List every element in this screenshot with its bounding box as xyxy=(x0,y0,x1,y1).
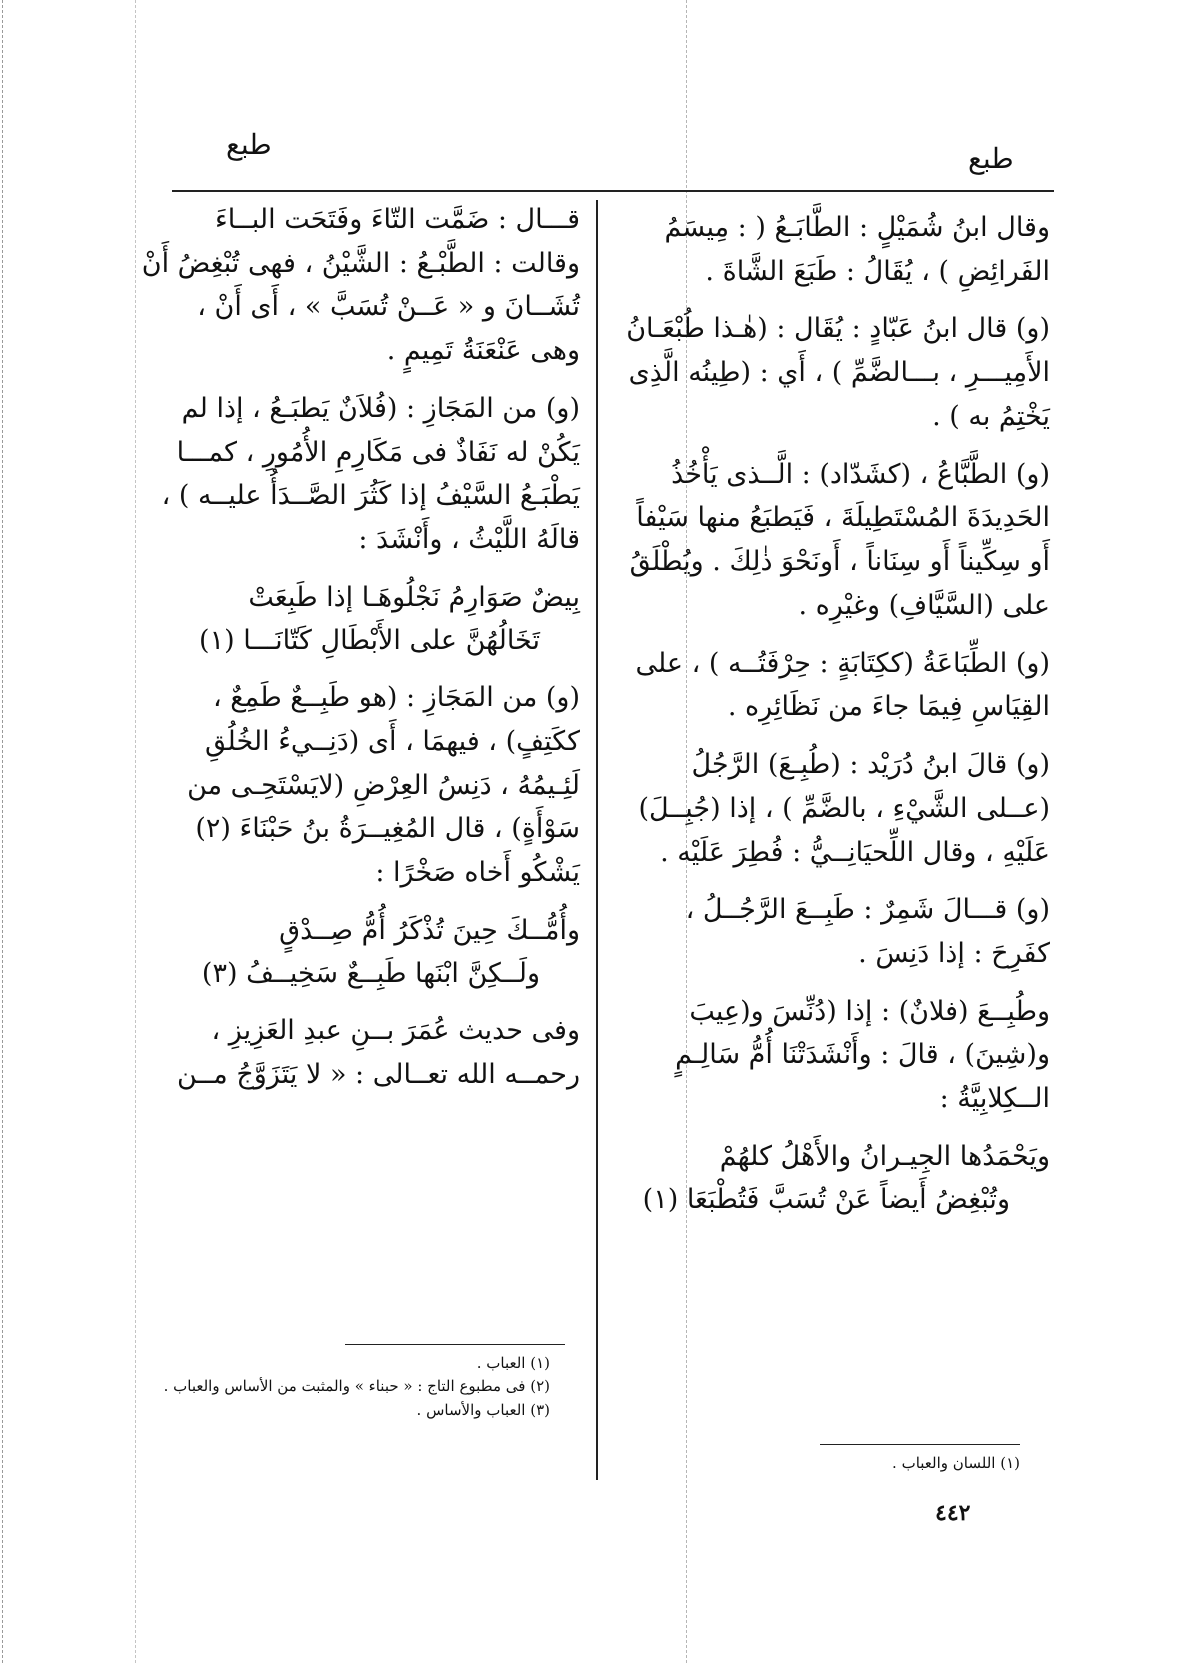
right-paragraph-3: (و) الطَّبَّاعُ ، (كشَدّاد) : الَّــذى يَأْخُذُ الحَدِيدَةَ المُسْتَطِيلَةَ ، فَيَطبَعُ منها سَيْفاً أَو سِكِّيناً أَو سِنَاناً ، أَونَحْوَ ذٰلِكَ . ويُطْلَقُ على (السَّيَّافِ) وغيْرِه . xyxy=(629,458,1050,621)
left-paragraph-2: (و) من المَجَازِ : (فُلاَنٌ يَطبَـعُ ، إذا لم يَكُنْ له نَفَاذٌ فى مَكَارِمِ الأُمُورِ ، كمـــا يَطْبَـعُ السَّيْفُ إذا كَثُرَ الصَّــدَأُ عليــه ) ، قالَهُ اللَّيْثُ ، وأَنْشَدَ : xyxy=(161,392,580,556)
right-footnote-1: (١) اللسان والعباب . xyxy=(892,1454,1020,1472)
right-verse xyxy=(622,1135,1050,1221)
left-footnotes xyxy=(130,1352,550,1422)
right-verse-line-2: وتُبْغِضُ أَيضاً عَنْ تُسَبَّ فَتُطْبَعَا (١) xyxy=(642,1184,1010,1216)
right-column xyxy=(622,206,1050,1235)
right-verse-line-1: ويَحْمَدُها الجِيـرانُ والأَهْلُ كلهُمْ xyxy=(719,1140,1050,1172)
left-footnote-rule xyxy=(345,1344,565,1345)
right-footnotes xyxy=(800,1452,1020,1475)
left-verse-2 xyxy=(140,909,580,995)
left-footnote-2: (٢) فى مطبوع التاج : « حبناء » والمثبت من الأساس والعباب . xyxy=(163,1377,550,1396)
left-paragraph-1: قـــال : ضَمَّت التّاءَ وفَتَحَت البــاءَ وقالت : الطَّبْـعُ : الشَّيْنُ ، فهى تُبْغِضُ أَنْ تُشَــانَ و « عَــنْ تُسَبَّ » ، أَى أَنْ ، وهى عَنْعَنَةُ تَمِيمٍ . xyxy=(141,204,580,367)
right-paragraph-1: وقال ابنُ شُمَيْلٍ : الطَّابَـعُ ( : مِيسَمُ الفَرائِضِ ) ، يُقَالُ : طَبَعَ الشَّاةَ . xyxy=(664,212,1050,287)
left-verse-2-line-2: ولَــكِنَّ ابْنَها طَبِــعٌ سَخِيــفُ (٣) xyxy=(201,958,540,990)
left-paragraph-4: وفى حديث عُمَرَ بــنِ عبدِ العَزِيزِ ، رحمــه الله تعــالى : « لا يَتَزَوَّجُ مــن xyxy=(176,1015,580,1091)
right-footnote-rule xyxy=(820,1444,1020,1445)
right-paragraph-7: وطُبِــعَ (فلانٌ) : إذا (دُنِّسَ و(عِيبَ و(شِينَ) ، قالَ : وأَنْشَدَتْنَا أُمُّ سَالِـمٍ الــكِلابِيَّةُ : xyxy=(675,995,1050,1115)
left-footnote-3: (٣) العباب والأساس . xyxy=(416,1400,550,1419)
right-paragraph-6: (و) قـــالَ شَمِرٌ : طَبِــعَ الرَّجُــلُ ، كفَرِحَ : إذا دَنِسَ . xyxy=(685,894,1050,970)
column-divider xyxy=(596,200,598,1480)
header-word-left: طبع xyxy=(226,128,272,161)
left-verse-1-line-1: بِيضٌ صَوَارِمُ نَجْلُوهَـا إذا طَبِعَتْ xyxy=(248,581,580,613)
right-paragraph-5: (و) قالَ ابنُ دُرَيْد : (طُبِـعَ) الرَّجُلُ (عــلى الشَّيْءِ ، بالضَّمِّ ) ، إذا (جُبِــلَ) عَلَيْهِ ، وقال اللِّحيَانِــيُّ : فُطِرَ عَلَيْه . xyxy=(638,749,1050,868)
left-paragraph-3: (و) من المَجَازِ : (هو طَبِــعٌ طَمِعٌ ، ككَتِفٍ) ، فيهمَا ، أَى (دَنِــيءُ الخُلُقِ لَئِـيمُهُ ، دَنِسُ العِرْضِ (لايَسْتَحِـى من سَوْأَةٍ) ، قال المُغِيــرَةُ بنُ حَبْنَاءَ (٢) يَشْكُو أَخاه صَخْرًا : xyxy=(187,682,580,889)
left-column xyxy=(140,198,580,1111)
left-verse-2-line-1: وأُمُّــكَ حِينَ تُذْكَرُ أُمُّ صِــدْقٍ xyxy=(279,914,580,946)
left-verse-1 xyxy=(140,576,580,662)
scan-edge-line-left xyxy=(2,0,3,1663)
left-verse-1-line-2: تَخَالُهُنَّ على الأَبْطَالِ كَتّانَـــا (١) xyxy=(199,625,540,657)
header-rule xyxy=(172,190,1054,192)
header-word-right: طبع xyxy=(968,142,1014,175)
left-footnote-1: (١) العباب . xyxy=(476,1354,550,1372)
right-paragraph-2: (و) قال ابنُ عَبّادٍ : يُقَال : (هٰـذا طُبْعَـانُ الأَمِيـــرِ ، بـــالضَّمِّ ) ، أَي : (طِينُه الَّذِى يَخْتِمُ به ) . xyxy=(626,313,1050,432)
right-paragraph-4: (و) الطِّبَاعَةُ (ككِتَابَةٍ : حِرْفَتُــه ) ، على القِيَاسِ فِيمَا جاءَ من نَظَائِرِه . xyxy=(635,647,1050,723)
page-number: ٤٤٢ xyxy=(935,1500,971,1526)
